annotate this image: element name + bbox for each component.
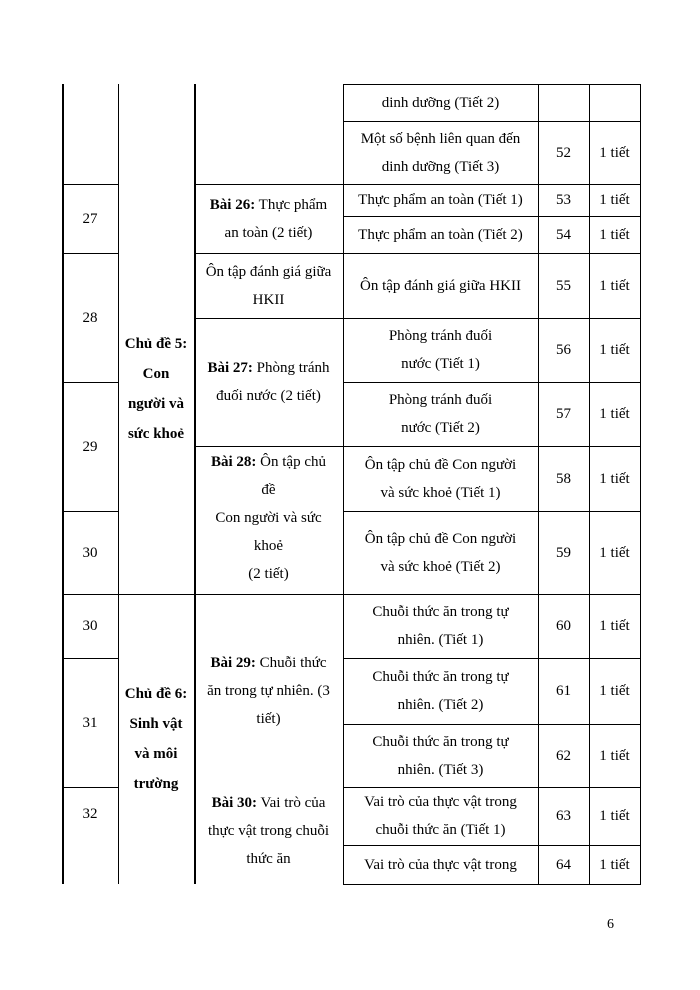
week-cell xyxy=(62,594,118,658)
topic-line: người và xyxy=(127,396,185,412)
lesson-number-cell xyxy=(538,184,589,216)
cell-line: nước (Tiết 2) xyxy=(401,420,480,436)
lesson-group-cell xyxy=(194,446,343,594)
cell-line: 27 xyxy=(82,210,98,227)
lesson-cell xyxy=(343,845,538,884)
duration-cell xyxy=(589,511,640,594)
lesson-number-cell xyxy=(538,216,589,253)
duration-cell xyxy=(589,845,640,884)
grid-line xyxy=(640,84,641,884)
duration-cell xyxy=(589,216,640,253)
lesson-cell xyxy=(343,318,538,382)
cell-line: nhiên. (Tiết 1) xyxy=(397,632,484,648)
topic-line: trường xyxy=(133,776,179,792)
grid-line xyxy=(343,884,641,885)
lesson-group-title: Bài 28: xyxy=(211,454,257,470)
lesson-number-cell xyxy=(538,594,589,658)
lesson-cell xyxy=(343,184,538,216)
lesson-group-line: Bài 26: Thực phẩm xyxy=(209,196,328,213)
cell-line: 59 xyxy=(556,544,571,561)
cell-line: 53 xyxy=(556,192,571,208)
cell-line: Ôn tập chủ đề Con người xyxy=(364,456,517,473)
lesson-group-line: khoẻ xyxy=(253,538,284,554)
cell-line: 1 tiết xyxy=(599,406,630,422)
cell-line: và sức khoẻ (Tiết 2) xyxy=(380,558,501,575)
lesson-group-line: tiết) xyxy=(256,710,281,727)
duration-cell xyxy=(589,724,640,787)
lesson-group-cell xyxy=(194,594,343,787)
duration-cell xyxy=(589,84,640,121)
cell-line: 1 tiết xyxy=(599,683,630,699)
cell-line: 1 tiết xyxy=(599,342,630,358)
lesson-group-line: thức ăn xyxy=(246,851,291,867)
cell-line: Vai trò của thực vật trong xyxy=(364,856,517,873)
cell-line: Một số bệnh liên quan đến xyxy=(360,130,521,147)
duration-cell xyxy=(589,658,640,724)
lesson-group-line: Bài 28: Ôn tập chủ xyxy=(211,454,326,470)
lesson-number-cell xyxy=(538,658,589,724)
lesson-group-line: Bài 27: Phòng tránh xyxy=(207,360,330,376)
lesson-group-title: Bài 27: xyxy=(207,360,253,376)
cell-line: 1 tiết xyxy=(599,144,630,161)
lesson-group-line: thực vật trong chuỗi xyxy=(207,823,330,839)
cell-line: 56 xyxy=(556,342,571,358)
lesson-number-cell xyxy=(538,724,589,787)
cell-line: Ôn tập chủ đề Con người xyxy=(364,530,517,547)
cell-line: 1 tiết xyxy=(599,747,630,764)
lesson-group-cell xyxy=(194,253,343,318)
cell-line: 1 tiết xyxy=(599,544,630,561)
lesson-cell xyxy=(343,724,538,787)
cell-line: Ôn tập đánh giá giữa HKII xyxy=(359,277,521,294)
lesson-group-line: Ôn tập đánh giá giữa xyxy=(205,263,332,280)
cell-line: 62 xyxy=(556,747,571,764)
lesson-cell xyxy=(343,446,538,511)
cell-line: 1 tiết xyxy=(599,618,630,634)
cell-line: 54 xyxy=(556,226,571,243)
cell-line: 1 tiết xyxy=(599,470,630,487)
duration-cell xyxy=(589,382,640,446)
cell-line: 1 tiết xyxy=(599,808,630,824)
lesson-group-cell xyxy=(194,318,343,446)
lesson-group-title: Bài 30: xyxy=(211,795,257,811)
lesson-number-cell xyxy=(538,845,589,884)
cell-line: 57 xyxy=(556,406,571,422)
lesson-group-line: Con người và sức xyxy=(215,510,322,526)
lesson-group-line: đề xyxy=(261,482,276,498)
lesson-group-cell xyxy=(194,787,343,884)
topic-line: Con xyxy=(142,366,170,382)
cell-line: nhiên. (Tiết 2) xyxy=(397,697,484,713)
lesson-number-cell xyxy=(538,121,589,184)
topic-cell xyxy=(118,594,194,884)
week-cell xyxy=(62,184,118,253)
lesson-group-title: Bài 29: xyxy=(210,654,256,671)
duration-cell xyxy=(589,318,640,382)
topic-line: Chủ đề 6: xyxy=(124,686,188,702)
cell-line: nước (Tiết 1) xyxy=(401,356,480,372)
cell-line: 28 xyxy=(82,309,98,326)
cell-line: 1 tiết xyxy=(599,277,630,294)
lesson-group-line: Bài 29: Chuỗi thức xyxy=(210,654,327,671)
topic-line: Chủ đề 5: xyxy=(124,336,188,352)
cell-line: 31 xyxy=(82,714,98,731)
cell-line: Phòng tránh đuối xyxy=(388,328,493,344)
lesson-number-cell xyxy=(538,787,589,845)
lesson-number-cell xyxy=(538,446,589,511)
lesson-number-cell xyxy=(538,253,589,318)
cell-line: Chuỗi thức ăn trong tự xyxy=(372,604,509,620)
page-number: 6 xyxy=(607,917,614,932)
cell-line: 1 tiết xyxy=(599,226,630,243)
cell-line: 58 xyxy=(556,470,571,487)
lesson-number-cell xyxy=(538,511,589,594)
duration-cell xyxy=(589,594,640,658)
cell-line: 1 tiết xyxy=(599,856,630,873)
week-cell xyxy=(62,511,118,594)
topic-line: và môi xyxy=(134,746,178,762)
topic-line: sức khoẻ xyxy=(127,426,185,442)
lesson-cell xyxy=(343,594,538,658)
week-cell xyxy=(62,253,118,382)
lesson-number-cell xyxy=(538,84,589,121)
week-cell xyxy=(62,787,118,840)
cell-line: Chuỗi thức ăn trong tự xyxy=(372,733,509,750)
lesson-cell xyxy=(343,121,538,184)
lesson-group-title: Bài 26: xyxy=(209,196,256,213)
cell-line: 30 xyxy=(82,544,98,561)
duration-cell xyxy=(589,121,640,184)
lesson-cell xyxy=(343,84,538,121)
cell-line: 63 xyxy=(556,808,571,824)
cell-line: chuỗi thức ăn (Tiết 1) xyxy=(375,822,506,838)
cell-line: dinh dưỡng (Tiết 2) xyxy=(381,94,500,111)
lesson-cell xyxy=(343,787,538,845)
cell-line: Thực phẩm an toàn (Tiết 1) xyxy=(358,192,523,208)
lesson-cell xyxy=(343,216,538,253)
cell-line: Vai trò của thực vật trong xyxy=(364,794,517,810)
duration-cell xyxy=(589,184,640,216)
lesson-cell xyxy=(343,253,538,318)
duration-cell xyxy=(589,446,640,511)
cell-line: 52 xyxy=(556,144,571,161)
lesson-group-line: đuối nước (2 tiết) xyxy=(216,388,321,404)
lesson-group-line: (2 tiết) xyxy=(248,566,289,582)
lesson-group-line: HKII xyxy=(252,291,285,308)
cell-line: 55 xyxy=(556,277,571,294)
cell-line: 60 xyxy=(556,618,571,634)
cell-line: dinh dưỡng (Tiết 3) xyxy=(381,158,500,175)
duration-cell xyxy=(589,253,640,318)
lesson-group-cell xyxy=(194,184,343,253)
cell-line: Phòng tránh đuối xyxy=(388,392,493,408)
lesson-group-line: ăn trong tự nhiên. (3 xyxy=(207,682,330,699)
lesson-number-cell xyxy=(538,318,589,382)
cell-line: 1 tiết xyxy=(599,192,630,208)
lesson-group-line: Bài 30: Vai trò của xyxy=(211,795,326,811)
cell-line: Thực phẩm an toàn (Tiết 2) xyxy=(358,226,523,243)
cell-line: 64 xyxy=(556,856,571,873)
week-cell xyxy=(62,382,118,511)
week-cell xyxy=(62,658,118,787)
lesson-cell xyxy=(343,658,538,724)
cell-line: Chuỗi thức ăn trong tự xyxy=(372,669,509,685)
cell-line: nhiên. (Tiết 3) xyxy=(397,761,484,778)
lesson-group-line: an toàn (2 tiết) xyxy=(224,224,313,241)
cell-line: 30 xyxy=(82,618,98,634)
topic-cell xyxy=(118,184,194,594)
cell-line: 61 xyxy=(556,683,571,699)
cell-line: 29 xyxy=(82,438,98,455)
lesson-number-cell xyxy=(538,382,589,446)
lesson-cell xyxy=(343,382,538,446)
cell-line: 32 xyxy=(82,805,98,822)
lesson-cell xyxy=(343,511,538,594)
cell-line: và sức khoẻ (Tiết 1) xyxy=(380,484,501,501)
duration-cell xyxy=(589,787,640,845)
topic-line: Sinh vật xyxy=(129,716,183,732)
